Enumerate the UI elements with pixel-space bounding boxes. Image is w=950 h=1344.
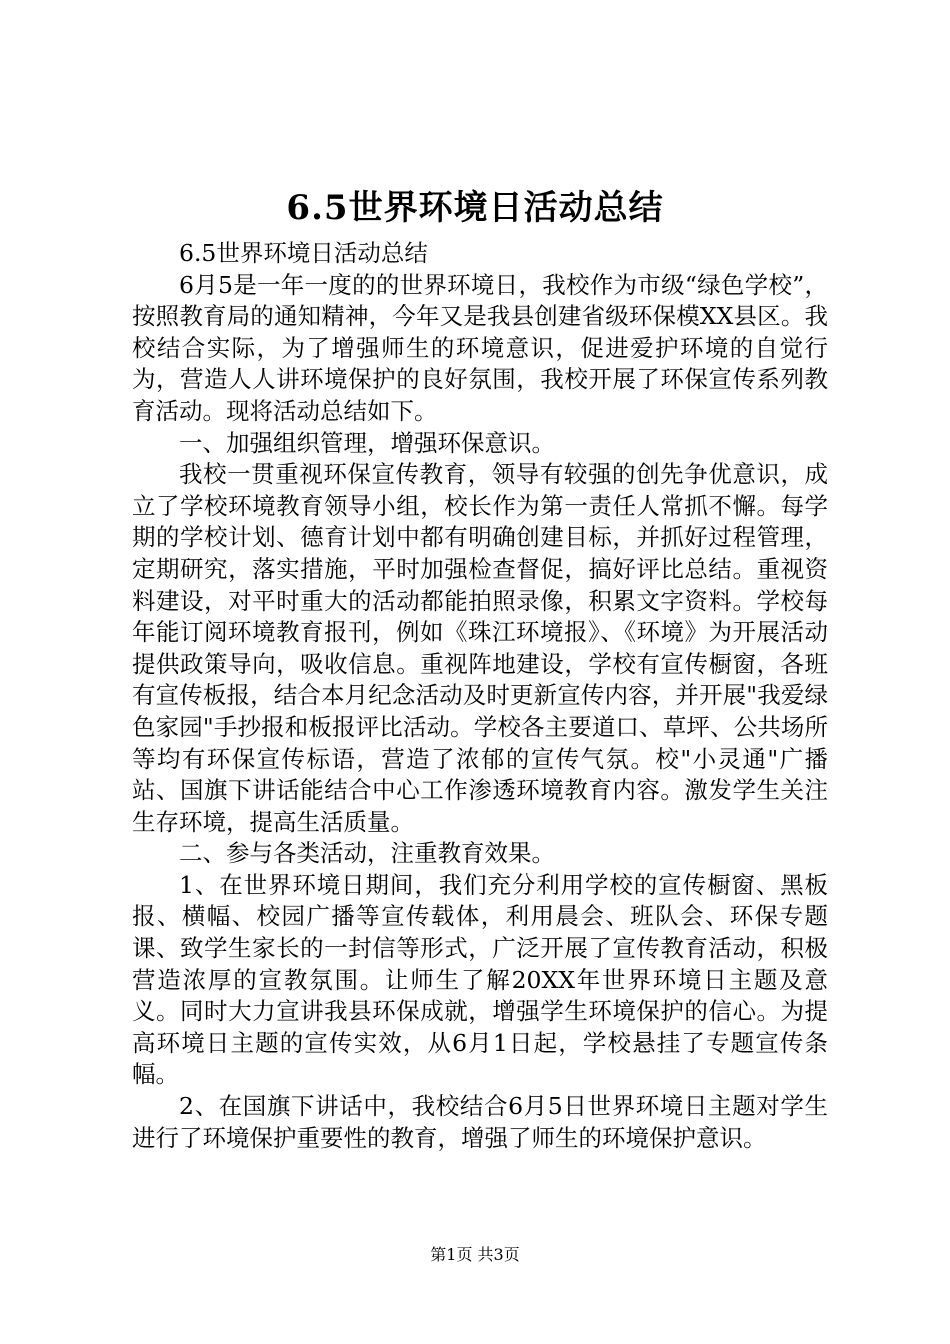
paragraph-subtitle: 6.5世界环境日活动总结 [179, 239, 428, 267]
paragraph-item-2: 2、在国旗下讲话中，我校结合6月5日世界环境日主题对学生进行了环境保护重要性的教育，增强了师生的环境保护意识。 [132, 1092, 828, 1152]
section-heading-1: 一、加强组织管理，增强环保意识。 [179, 428, 555, 457]
document-body [132, 238, 828, 1154]
document-title: 6.5世界环境日活动总结 [286, 188, 664, 228]
paragraph-intro: 6月5是一年一度的的世界环境日，我校作为市级“绿色学校”，按照教育局的通知精神，今年又是我县创建省级环保模XX县区。我校结合实际，为了增强师生的环境意识，促进爱护环境的自觉行为，营造人人讲环境保护的良好氛围，我校开展了环保宣传系列教育活动。现将活动总结如下。 [132, 270, 828, 425]
page-footer: 第1页 共3页 [430, 1245, 520, 1264]
section-heading-2: 二、参与各类活动，注重教育效果。 [179, 839, 555, 868]
paragraph-section-1: 我校一贯重视环保宣传教育，领导有较强的创先争优意识，成立了学校环境教育领导小组，校长作为第一责任人常抓不懈。每学期的学校计划、德育计划中都有明确创建目标，并抓好过程管理，定期研究，落实措施，平时加强检查督促，搞好评比总结。重视资料建设，对平时重大的活动都能拍照录像，积累文字资料。学校每年能订阅环境教育报刊，例如《珠江环境报》、《环境》为开展活动提供政策导向，吸收信息。重视阵地建设，学校有宣传橱窗，各班有宣传板报，结合本月纪念活动及时更新宣传内容，并开展"我爱绿色家园"手抄报和板报评比活动。学校各主要道口、草坪、公共场所等均有环保宣传标语，营造了浓郁的宣传气氛。校"小灵通"广播站、国旗下讲话能结合中心工作渗透环境教育内容。激发学生关注生存环境，提高生活质量。 [132, 460, 828, 836]
paragraph-item-1: 1、在世界环境日期间，我们充分利用学校的宣传橱窗、黑板报、横幅、校园广播等宣传载体，利用晨会、班队会、环保专题课、致学生家长的一封信等形式，广泛开展了宣传教育活动，积极营造浓厚的宣教氛围。让师生了解20XX年世界环境日主题及意义。同时大力宣讲我县环保成就，增强学生环境保护的信心。为提高环境日主题的宣传实效，从6月1日起，学校悬挂了专题宣传条幅。 [132, 870, 828, 1089]
